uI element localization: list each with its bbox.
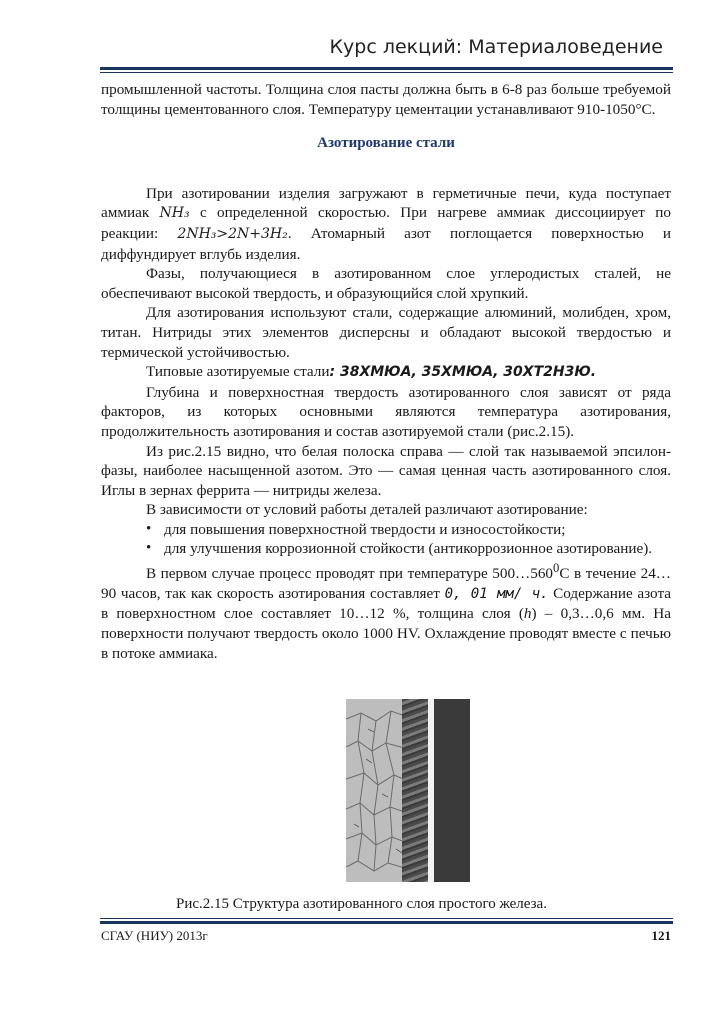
paragraph-phases: Фазы, получающиеся в азотированном слое углеродистых сталей, не обеспечивают высокой твердость, и образующийся слой хрупкий.	[101, 265, 671, 302]
ammonia-formula: NH₃	[159, 205, 190, 222]
ferrite-grains	[346, 699, 408, 882]
p1-text-c: . Атомарный азот поглощается поверхностью и диффундирует вглубь изделия.	[101, 224, 672, 263]
degree-superscript: 0	[553, 561, 560, 576]
section-title: Азотирование стали	[317, 135, 455, 152]
paragraph-epsilon-phase: Из рис.2.15 видно, что белая полоска справа — слой так называемой эпсилон-фазы, наиболее насыщенной азотом. Это — самая ценная часть азотированного слоя. Иглы в зернах феррита — нитриды железа.	[101, 442, 671, 499]
nitriding-rate: 0, 01 мм/ ч.	[444, 585, 549, 602]
paragraph-nitriding-types: В зависимости от условий работы деталей различают азотирование:	[146, 501, 588, 519]
paragraph-depth: Глубина и поверхностная твердость азотированного слоя зависят от ряда факторов, из которых основными являются температура азотирования, продолжительность азотирования и состав азотируемой стали (рис.2.15).	[101, 383, 671, 440]
footer-rule-thick	[100, 921, 673, 924]
p8-text-c: Содержание азота в поверхностном слое составляет 10…12 %, толщина слоя (	[101, 584, 672, 623]
p8-text-a: В первом случае процесс проводят при температуре 500…560	[146, 565, 554, 583]
figure-caption: Рис.2.15 Структура азотированного слоя простого железа.	[176, 896, 547, 912]
header-title: Курс лекций: Материаловедение	[329, 36, 663, 58]
microstructure-image	[346, 699, 470, 882]
p8-text-b: С в течение 24…90 часов, так как скорость азотирования составляет	[101, 565, 671, 602]
paragraph-process	[101, 559, 671, 663]
p4-text: Типовые азотируемые стали	[146, 363, 330, 381]
paragraph-typical-steels	[101, 362, 671, 383]
thickness-symbol: h	[523, 605, 532, 623]
footer-publisher: СГАУ (НИУ) 2013г	[101, 928, 208, 943]
p1-text-a: При азотировании изделия загружают в герметичные печи, куда поступает аммиак	[101, 184, 671, 222]
header-rule-thick	[100, 67, 673, 70]
intro-line-2: требуемой толщины цементованного слоя. Температуру цементации	[101, 81, 672, 118]
header-rule-thin	[100, 72, 673, 73]
nitride-needle-zone	[402, 699, 428, 882]
list-item: • для повышения поверхностной твердости и износостойкости;	[146, 520, 671, 540]
p8-text-d: ) – 0,3…0,6 мм. На поверхности получают твердость около 1000 HV. Охлаждение проводят вместе с печью в потоке аммиака.	[101, 605, 671, 662]
list-item: • для улучшения коррозионной стойкости (антикоррозионное азотирование).	[146, 539, 671, 559]
p1-text-b: с определенной скоростью. При нагреве аммиак диссоциирует по реакции:	[101, 204, 671, 242]
paragraph-ammonia	[101, 184, 671, 264]
intro-line-3: устанавливают 910-1050°С.	[476, 100, 656, 118]
page-content	[101, 80, 671, 663]
steel-grades: : 38ХМЮА, 35ХМЮА, 30ХТ2Н3Ю.	[329, 364, 597, 381]
intro-paragraph	[101, 80, 671, 119]
paragraph-alloys: Для азотирования используют стали, содержащие алюминий, молибден, хром, титан. Нитриды этих элементов дисперсны и обладают высокой твердостью и термической устойчивостью.	[101, 304, 671, 361]
footer-rule-thin	[100, 918, 673, 919]
reaction-formula: 2NH₃>2N+3H₂	[177, 225, 288, 242]
surface-dark-band	[434, 699, 470, 882]
nitriding-types-list	[101, 520, 671, 559]
intro-line-1: промышленной частоты. Толщина слоя пасты должна быть в 6-8 раз больше	[101, 81, 600, 98]
page-number: 121	[651, 928, 671, 943]
